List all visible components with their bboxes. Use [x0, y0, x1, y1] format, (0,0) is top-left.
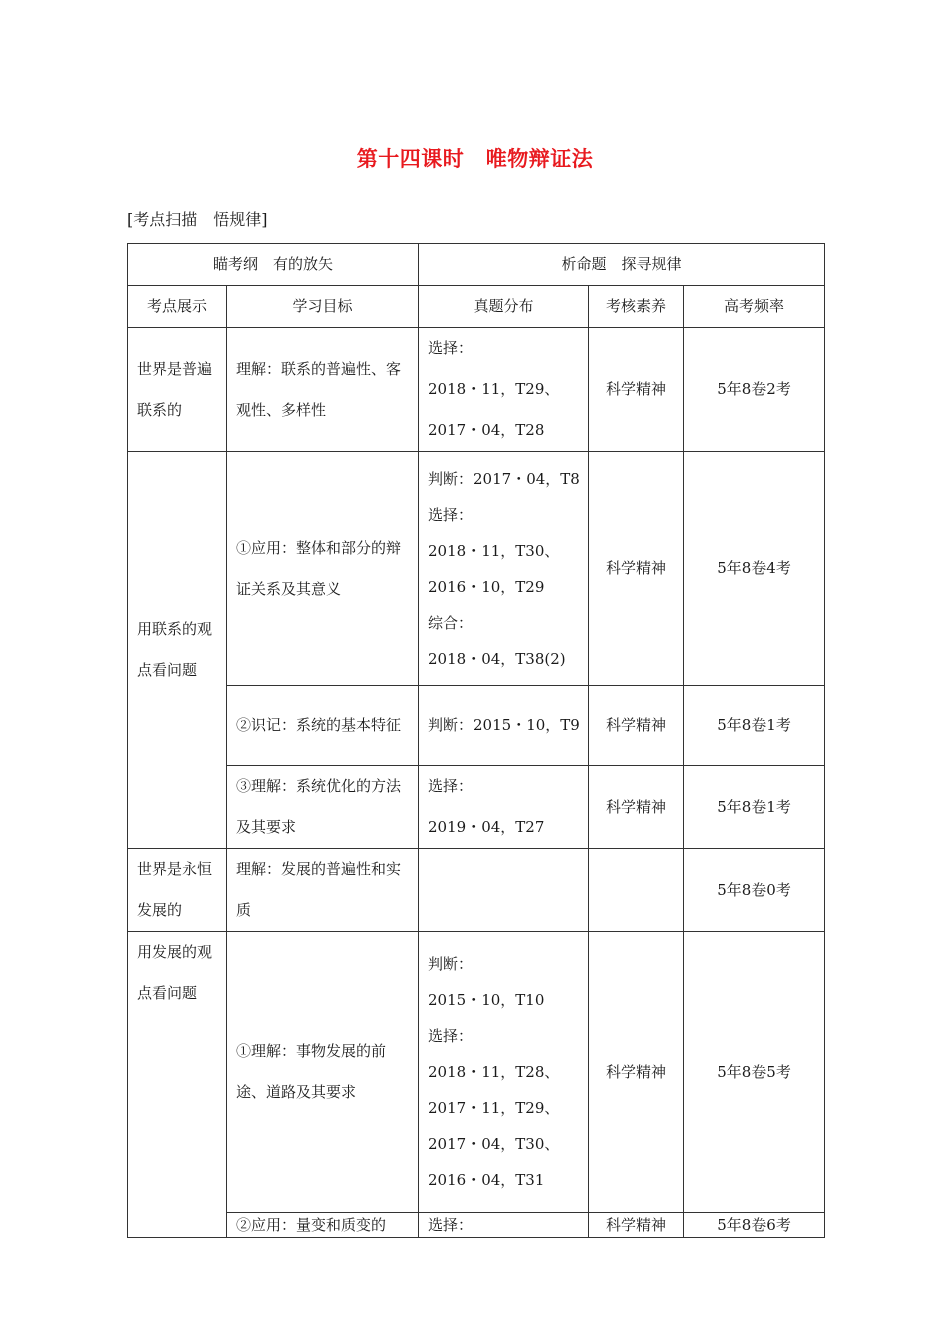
- quality-cell: 科学精神: [589, 328, 684, 452]
- distribution-line: 2018・11，T28、2017・11，T29、2017・04，T30、2016・04，T31: [428, 1063, 560, 1189]
- distribution-line: 2019・04，T27: [428, 818, 545, 836]
- table-row: [128, 452, 825, 686]
- distribution-line: 综合：: [428, 613, 474, 632]
- column-header: 真题分布: [419, 286, 589, 328]
- distribution-cell: [419, 328, 589, 452]
- quality-cell: 科学精神: [589, 452, 684, 686]
- frequency-cell: 5年8卷1考: [684, 686, 825, 766]
- distribution-line: 判断：2015・10，T9: [428, 716, 580, 734]
- table-row: [128, 766, 825, 849]
- distribution-line: 选择：: [428, 777, 474, 795]
- goal-cell: ①理解：事物发展的前途、道路及其要求: [227, 932, 419, 1213]
- column-header: 高考频率: [684, 286, 825, 328]
- distribution-cell: [419, 932, 589, 1213]
- frequency-cell: 5年8卷5考: [684, 932, 825, 1213]
- quality-cell: 科学精神: [589, 1213, 684, 1238]
- table-row: [128, 328, 825, 452]
- frequency-cell: 5年8卷2考: [684, 328, 825, 452]
- quality-cell: [589, 849, 684, 932]
- quality-cell: 科学精神: [589, 766, 684, 849]
- distribution-cell: [419, 1213, 589, 1238]
- distribution-line: 选择：: [428, 1027, 474, 1045]
- distribution-line: 2018・11，T29、2017・04，T28: [428, 380, 560, 439]
- topic-cell: 世界是普遍联系的: [128, 328, 227, 452]
- frequency-cell: 5年8卷4考: [684, 452, 825, 686]
- goal-cell: ③理解：系统优化的方法及其要求: [227, 766, 419, 849]
- distribution-line: 判断：: [428, 955, 474, 973]
- topic-cell: 用联系的观点看问题: [128, 452, 227, 849]
- topic-cell: 世界是永恒发展的: [128, 849, 227, 932]
- frequency-cell: 5年8卷0考: [684, 849, 825, 932]
- column-header: 学习目标: [227, 286, 419, 328]
- page-title: 第十四课时 唯物辩证法: [356, 146, 594, 171]
- table-row: [128, 849, 825, 932]
- distribution-line: 选择：: [428, 1216, 474, 1234]
- distribution-cell: [419, 686, 589, 766]
- distribution-line: 2018・04，T38(2): [428, 649, 566, 668]
- distribution-cell: [419, 849, 589, 932]
- goal-cell: ①应用：整体和部分的辩证关系及其意义: [227, 452, 419, 686]
- distribution-line: 2015・10，T10: [428, 991, 545, 1009]
- frequency-cell: 5年8卷6考: [684, 1213, 825, 1238]
- distribution-line: 选择：: [428, 339, 474, 357]
- distribution-line: 2018・11，T30、2016・10，T29: [428, 541, 560, 596]
- distribution-cell: [419, 452, 589, 686]
- table-header-row: [128, 286, 825, 328]
- quality-cell: 科学精神: [589, 932, 684, 1213]
- group-header: 瞄考纲 有的放矢: [128, 244, 419, 286]
- distribution-line: 判断：2017・04，T8: [428, 469, 580, 488]
- goal-cell: 理解：发展的普遍性和实质: [227, 849, 419, 932]
- table-row: [128, 686, 825, 766]
- column-header: 考核素养: [589, 286, 684, 328]
- column-header: 考点展示: [128, 286, 227, 328]
- exam-table: [127, 243, 825, 1238]
- table-group-header-row: [128, 244, 825, 286]
- topic-cell: 用发展的观点看问题: [128, 932, 227, 1238]
- goal-cell: ②应用：量变和质变的: [227, 1213, 419, 1238]
- table-row: [128, 932, 825, 1213]
- quality-cell: 科学精神: [589, 686, 684, 766]
- goal-cell: ②识记：系统的基本特征: [227, 686, 419, 766]
- distribution-line: 选择：: [428, 505, 474, 524]
- section-label: [考点扫描 悟规律]: [127, 210, 268, 229]
- goal-cell: 理解：联系的普遍性、客观性、多样性: [227, 328, 419, 452]
- table-row: [128, 1213, 825, 1238]
- distribution-cell: [419, 766, 589, 849]
- frequency-cell: 5年8卷1考: [684, 766, 825, 849]
- group-header: 析命题 探寻规律: [419, 244, 825, 286]
